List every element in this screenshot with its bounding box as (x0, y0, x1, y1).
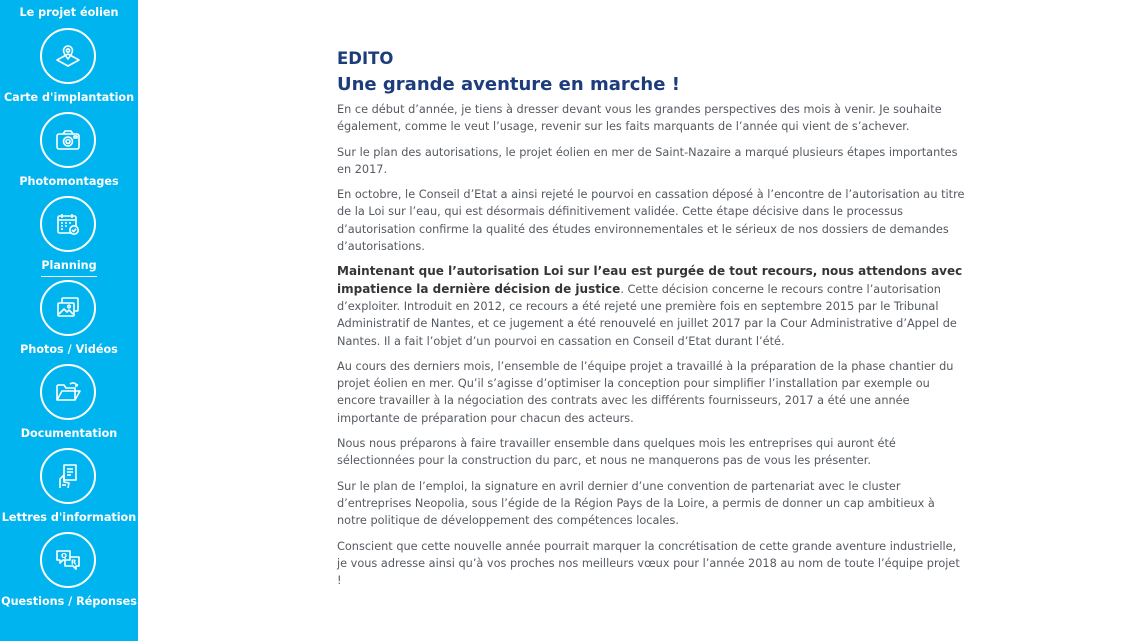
paragraph: Sur le plan de l’emploi, la signature en avril dernier d’une convention de partenariat avec le cluster d’entreprises Neopolia, sous l’égide de la Région Pays de la Loire, a permis de donner un cap ambitieux à notre politique de développement des compétences locales. (337, 479, 935, 528)
paragraph-highlight: Maintenant que l’autorisation Loi sur l’eau est purgée de tout recours, nous attendons avec impatience la dernière décision de justice (337, 264, 963, 296)
edito-article (337, 48, 965, 597)
sidebar-item-projet-eolien[interactable] (0, 0, 138, 24)
svg-text:Q: Q (61, 552, 67, 560)
map-pin-icon (40, 28, 96, 84)
article-body (337, 101, 965, 589)
sidebar-item-label: Lettres d'information (1, 511, 137, 524)
sidebar-nav (0, 0, 138, 641)
sidebar-item-carte-implantation[interactable] (0, 26, 138, 106)
paragraph: Nous nous préparons à faire travailler ensemble dans quelques mois les entreprises qui auront été sélectionnées pour la construction du parc, et nous ne manquerons pas de vous les présenter. (337, 437, 896, 468)
sidebar-item-planning[interactable] (0, 194, 138, 274)
logo-fragment (600, 0, 680, 4)
sidebar-item-documentation[interactable] (0, 362, 138, 442)
page-title: Une grande aventure en marche ! (337, 74, 680, 95)
photos-icon (40, 280, 96, 336)
section-label: EDITO (337, 49, 394, 68)
sidebar-item-questions-reponses[interactable] (0, 530, 138, 610)
sidebar-item-label: Le projet éolien (19, 6, 119, 19)
sidebar-item-label: Planning (0, 259, 138, 277)
sidebar-item-photomontages[interactable] (0, 110, 138, 190)
sidebar-item-label: Photomontages (19, 175, 119, 188)
paragraph: Au cours des derniers mois, l’ensemble de l’équipe projet a travaillé à la préparation de la phase chantier du projet éolien en mer. Qu’il s’agisse d’optimiser la conception pour simplifier l’installation par exemple ou encore travailler à la négociation des contrats avec les différents fournisseurs, 2017 a été une année importante de préparation pour chacun des acteurs. (337, 359, 954, 425)
paragraph (337, 263, 965, 349)
sidebar-item-photos-videos[interactable] (0, 278, 138, 358)
paragraph: En octobre, le Conseil d’Etat a ainsi rejeté le pourvoi en cassation déposé à l’encontre de l’autorisation au titre de la Loi sur l’eau, qui est désormais définitivement validée. Cette étape décisive dans le processus d’autorisation confirme la qualité des études environnementales et le sérieux de nos dossiers de demandes d’autorisations. (337, 188, 965, 254)
paragraph: Conscient que cette nouvelle année pourrait marquer la concrétisation de cette grande aventure industrielle, je vous adresse ainsi qu’à vos proches nos meilleurs vœux pour l’année 2018 au nom de toute l’équipe projet ! (337, 539, 960, 588)
sidebar-item-label: Documentation (20, 427, 118, 440)
calendar-icon (40, 196, 96, 252)
chat-icon (40, 532, 96, 588)
camera-icon (40, 112, 96, 168)
paragraph: Sur le plan des autorisations, le projet éolien en mer de Saint-Nazaire a marqué plusieurs étapes importantes en 2017. (337, 145, 958, 176)
paragraph: En ce début d’année, je tiens à dresser devant vous les grandes perspectives des mois à venir. Je souhaite également, comme le veut l’usage, revenir sur les faits marquants de l’année qui vient de s’achever. (337, 103, 942, 134)
sidebar-item-label: Photos / Vidéos (20, 343, 118, 356)
folder-icon (40, 364, 96, 420)
sidebar-item-label: Questions / Réponses (1, 595, 137, 608)
paragraph-text: . Cette décision concerne le recours contre l’autorisation d’exploiter. Introduit en 2012, ce recours a été rejeté une première fois en septembre 2015 par le Tribunal Administratif de Nantes, et ce jugement a été renouvelé en juillet 2017 par la Cour Administrative d’Appel de Nantes. Il a fait l’objet d’un pourvoi en cassation en Conseil d’Etat durant l’été. (337, 282, 957, 348)
newsletter-icon (40, 448, 96, 504)
svg-text:R: R (71, 558, 77, 567)
sidebar-item-lettres-information[interactable] (0, 446, 138, 526)
sidebar-item-label: Carte d'implantation (3, 91, 135, 104)
